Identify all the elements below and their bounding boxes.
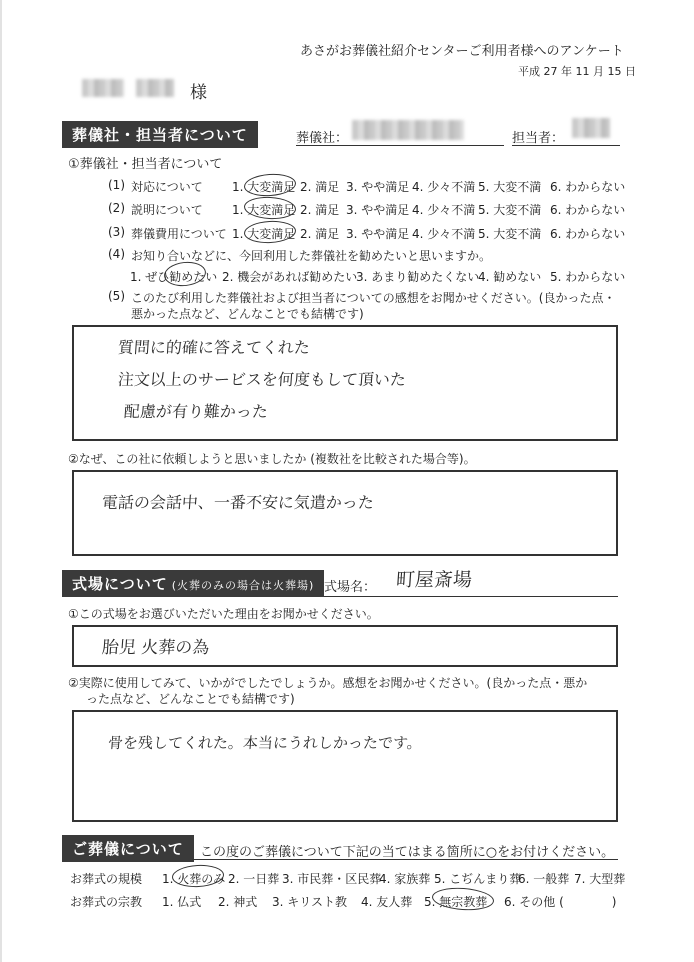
rating-option[interactable]: 3. やや満足 [346,203,410,217]
rating-option[interactable]: 6. わからない [550,180,626,194]
recommend-option[interactable]: 1. ぜひ勧めたい [130,270,218,284]
recommend-option[interactable]: 4. 勧めない [478,270,542,284]
redacted-surname [82,79,124,97]
q5-question-line1: このたび利用した葬儀社および担当者についての感想をお聞かせください。(良かった点・ [131,291,616,305]
rating-option[interactable]: 5. 大変不満 [478,227,542,241]
rating-option[interactable]: 4. 少々不満 [412,203,476,217]
rating-option[interactable]: 1. 大変満足 [232,203,296,217]
scale-option[interactable]: 5. こぢんまり葬 [434,872,522,886]
redacted-given-name [136,79,174,97]
recommend-option[interactable]: 2. 機会があれば勧めたい [222,270,358,284]
company-underline [296,145,504,146]
honorific-sama: 様 [190,83,207,103]
item-label-service: 対応について [131,180,203,194]
section-funeral: ご葬儀について [62,835,194,862]
religion-option[interactable]: 4. 友人葬 [361,895,413,909]
item-num: (2) [108,201,125,215]
venue-q1-answer-box[interactable] [72,625,618,667]
q5-num: (5) [108,289,125,303]
q4-question: お知り合いなどに、今回利用した葬儀社を勧めたいと思いますか。 [131,249,492,263]
handwritten-answer-line: 胎児 火葬の為 [101,638,210,658]
scale-option[interactable]: 4. 家族葬 [379,872,431,886]
handwritten-answer-line: 注文以上のサービスを何度もして頂いた [117,370,407,389]
q2-answer-box[interactable] [72,470,618,556]
recommend-option[interactable]: 3. あまり勧めたくない [356,270,480,284]
item-label-cost: 葬儀費用について [131,227,227,241]
company-label: 葬儀社： [296,131,349,146]
scale-option[interactable]: 2. 一日葬 [228,872,280,886]
section-funeral-company: 葬儀社・担当者について [62,121,258,148]
handwritten-answer-line: 配慮が有り難かった [123,402,269,421]
handwritten-answer-line: 質問に的確に答えてくれた [117,338,311,357]
survey-date: 平成 27 年 11 月 15 日 [518,65,636,78]
funeral-instruction: この度のご葬儀について下記の当てはまる箇所に○をお付けください。 [200,845,615,860]
redacted-company [352,120,464,140]
rating-option[interactable]: 1. 大変満足 [232,180,296,194]
staff-underline [512,145,620,146]
rating-option[interactable]: 5. 大変不満 [478,203,542,217]
rating-option[interactable]: 2. 満足 [300,203,340,217]
scan-edge [0,0,2,962]
rating-option[interactable]: 6. わからない [550,203,626,217]
recommend-option[interactable]: 5. わからない [550,270,626,284]
religion-option[interactable]: 5. 無宗教葬 [424,895,488,909]
scale-option[interactable]: 7. 大型葬 [574,872,626,886]
rating-option[interactable]: 2. 満足 [300,227,340,241]
q5-answer-box[interactable] [72,325,618,441]
item-label-explanation: 説明について [131,203,203,217]
religion-option[interactable]: 3. キリスト教 [272,895,348,909]
rating-option[interactable]: 4. 少々不満 [412,180,476,194]
scale-option[interactable]: 6. 一般葬 [518,872,570,886]
religion-option[interactable]: 1. 仏式 [162,895,202,909]
section-venue-sub: (火葬のみの場合は火葬場) [171,579,315,592]
venue-q1: ①この式場をお選びいただいた理由をお聞かせください。 [68,607,379,621]
scale-label: お葬式の規模 [70,872,143,886]
q4-num: (4) [108,247,125,261]
venue-q2-line2: った点など、どんなことでも結構です) [86,692,295,706]
rating-option[interactable]: 2. 満足 [300,180,340,194]
venue-q2-answer-box[interactable] [72,710,618,822]
q5-question-line2: 悪かった点など、どんなことでも結構です) [131,307,364,321]
handwritten-answer-line: 骨を残してくれた。本当にうれしかったです。 [107,734,423,752]
redacted-staff [572,118,610,138]
item-num: (1) [108,178,125,192]
rating-option[interactable]: 3. やや満足 [346,180,410,194]
handwritten-answer-line: 電話の会話中、一番不安に気遣かった [101,493,375,512]
rating-option[interactable]: 4. 少々不満 [412,227,476,241]
religion-option[interactable]: 2. 神式 [218,895,258,909]
q1-heading: ①葬儀社・担当者について [68,157,223,172]
scale-option[interactable]: 3. 市民葬・区民葬 [282,872,382,886]
instruction-underline [192,859,618,860]
rating-option[interactable]: 6. わからない [550,227,626,241]
section-venue-label: 式場について [72,575,168,593]
venue-q2-line1: ②実際に使用してみて、いかがでしたでしょうか。感想をお聞かせください。(良かった点・悪か [68,676,588,690]
rating-option[interactable]: 1. 大変満足 [232,227,296,241]
religion-label: お葬式の宗教 [70,895,143,909]
rating-option[interactable]: 3. やや満足 [346,227,410,241]
rating-option[interactable]: 5. 大変不満 [478,180,542,194]
section-venue [62,570,324,597]
religion-option[interactable]: 6. その他 ( ) [504,895,617,909]
item-num: (3) [108,225,125,239]
venue-handwritten: 町屋斎場 [395,569,473,591]
scale-option[interactable]: 1. 火葬のみ [162,872,226,886]
staff-label: 担当者： [512,131,565,146]
survey-title: あさがお葬儀社紹介センターご利用者様へのアンケート [300,44,624,59]
q2-heading: ②なぜ、この社に依頼しようと思いましたか (複数社を比較された場合等)。 [68,452,476,466]
venue-underline [324,596,618,597]
venue-label: 式場名： [324,580,377,595]
